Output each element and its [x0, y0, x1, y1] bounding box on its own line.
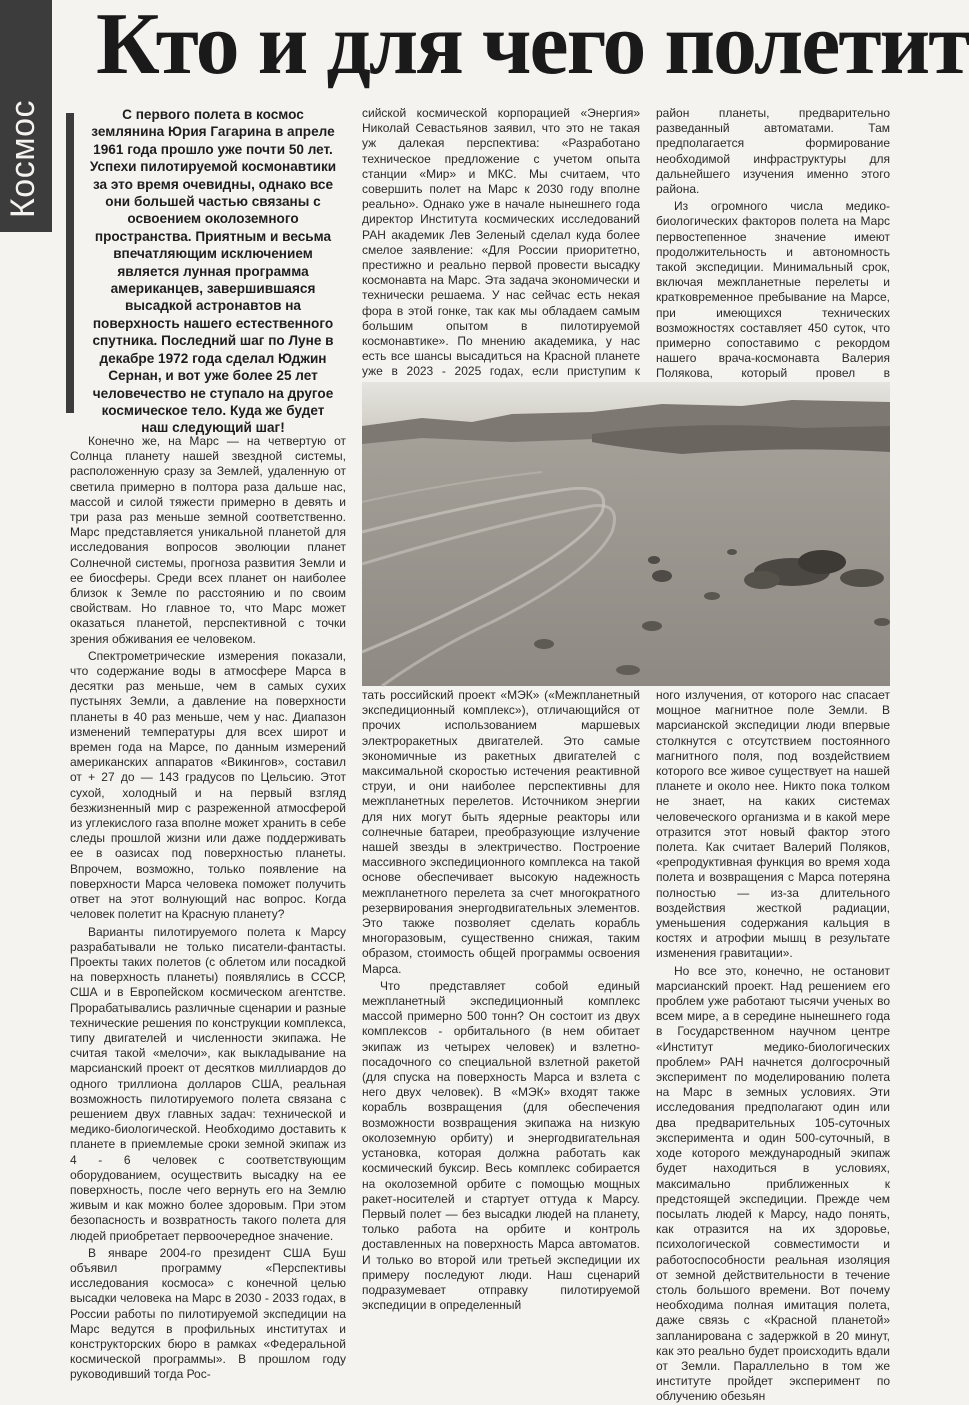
paragraph: Конечно же, на Марс — на четвертую от Солнца планету нашей звездной системы, расположенную сразу за Землей, удаленную от светила примерно в полтора раза дальше нас, массой и силой тяжести примерно в девять и три раза раз меньше земной соответственно. Марс представляется уникальной планетой для исследования вопросов эволюции планет Солнечной системы, прогноза развития Земли и ее биосферы. Среди всех планет он наиболее близок к Земле по расстоянию и по своим свойствам. Но главное то, что Марс может оказаться планетой, перспективной с точки зрения обживания ее человеком. [70, 434, 346, 646]
paragraph: Из огромного числа медико-биологических факторов полета на Марс первостепенное значение имеют продолжительность и автономность такой экспедиции. Минимальный срок, включая межпланетные перелеты и кратковременное пребывание на Марсе, при имеющихся технических возможностях составляет 450 суток, что примерно сопоставимо с рекордом нашего врача-космонавта Валерия Полякова, который провел в [656, 199, 890, 381]
article-column-2-bottom [362, 688, 640, 1313]
lead-paragraph: С первого полета в космос землянина Юрия Гагарина в апреле 1961 года прошло уже почти 50 лет. Успехи пилотируемой космонавтики за это время очевидны, однако все они большей частью связаны с освоением околоземного пространства. Приятным и весьма впечатляющим исключением является лунная программа американцев, завершившаяся высадкой астронавтов на поверхность нашего естественного спутника. Последний шаг по Луне в декабре 1972 года сделал Юджин Сернан, и вот уже более 25 лет человечество не ступало на другое космическое тело. Куда же будет наш следующий шаг! [89, 107, 337, 436]
paragraph: ного излучения, от которого нас спасает мощное магнитное поле Земли. В марсианской экспедиции люди впервые столкнутся с отсутствием постоянного магнитного поля, под воздействием которого все живое существует на нашей планете и около нее. Никто пока толком не знает, на каких системах человеческого организма и в какой мере отразится этот новый фактор этого полета. Как считает Валерий Поляков, «репродуктивная функция во время хода полета и возвращения с Марса потеряна полностью — из-за длительного воздействия жесткой радиации, уменьшения содержания кальция в костях и атрофии мышц в результате изменения гравитации». [656, 688, 890, 961]
section-rubric [0, 0, 52, 232]
headline: Кто и для чего полетит [96, 0, 969, 93]
article-column-2-top [362, 106, 640, 378]
paragraph: Но все это, конечно, не остановит марсианский проект. Над решением его проблем уже работают тысячи ученых во всем мире, а в середине нынешнего года в Государственном научном центре «Институт медико-биологических проблем» РАН начнется долгосрочный эксперимент по моделированию полета на Марс в земных условиях. Эти исследования предполагают один или два предварительных 105-суточных эксперимента и один 500-суточный, в ходе которого международный экипаж будет находиться в условиях, максимально приближенных к предстоящей экспедиции. Прежде чем посылать людей к Марсу, надо понять, как отразится на их здоровье, психологической совместимости и работоспособности реальная изоляция от земной действительности в течение столь большого времени. Вот почему необходима полная имитация полета, даже связь с «Красной планетой» запланирована с задержкой в 20 минут, как это реально будет происходить вдали от Земли. Параллельно в том же институте пройдет эксперимент по облучению обезьян [656, 963, 890, 1404]
article-column-1 [70, 434, 346, 1382]
paragraph: Что представляет собой единый межпланетный экспедиционный комплекс массой примерно 500 тонн? Он состоит из двух комплексов - орбитального (в нем обитает экипаж из четырех человек) и взлетно-посадочного со специальной взлетной ракетой (для спуска на поверхность Марса и взлета с него двух человек). В «МЭК» входят также корабль возвращения (для обеспечения возможности возвращения экипажа на низкую околоземную орбиту) и энергодвигательная установка, которая должна работать как космический буксир. Весь комплекс собирается на околоземной орбите с помощью мощных ракет-носителей и стартует оттуда к Марсу. Первый полет — без высадки людей на планету, только работа на орбите и контроль доставленных на поверхность Марса автоматов. И только во второй или третьей экспедиции их примеру последуют люди. Наш сценарий подразумевает отправку пилотируемой экспедиции в определенный [362, 978, 640, 1313]
lead-rule [66, 113, 74, 413]
paragraph: Варианты пилотируемого полета к Марсу разрабатывали не только писатели-фантасты. Проекты таких полетов (с облетом или посадкой на поверхность планеты) появлялись в СССР, США и в Европейском космическом агентстве. Прорабатывались различные сценарии и разные технические решения по конструкции комплекса, типу двигателей и численности экипажа. Не считая такой «мелочи», как выкладывание на марсианский проект от десятков миллиардов до одного триллиона долларов США, реальная возможность пилотируемого полета связана с решением двух главных задач: технической и медико-биологической. Необходимо доставить к планете в приемлемые сроки земной экипаж из 4 - 6 человек с соответствующим оборудованием, осуществить высадку на ее поверхность, после чего вернуть его на Землю живым и как можно более здоровым. При этом безопасность и возвратность такого полета для людей приобретает первоочередное значение. [70, 924, 346, 1243]
paragraph: сийской космической корпорацией «Энергия» Николай Севастьянов заявил, что это не такая уж далекая перспектива: «Разработано техническое предложение с учетом опыта станции «Мир» и МКС. Мы считаем, что совершить полет на Марс к 2030 году вполне реально». Однако уже в начале нынешнего года директор Института космических исследований РАН академик Лев Зеленый сделал куда более смелое заявление: «Для России приоритетно, престижно и реально первой провести высадку космонавта на Марс. Эта задача экономически и технически решаема. У нас сейчас есть некая фора в этой гонке, так как мы обладаем самым большим опытом в пилотируемой космонавтике». По мнению академика, у нас есть все шансы высадиться на Красной планете уже в 2023 - 2025 годах, если приступим к [362, 106, 640, 379]
mars-surface-photo [362, 382, 890, 686]
section-label: Космос [4, 100, 42, 218]
paragraph: Спектрометрические измерения показали, что содержание воды в атмосфере Марса в десятки раз меньше, чем в самых сухих пустынях Земли, а давление на поверхности планеты в 40 раз меньше, чем у нас. Диапазон изменений температуры для всех широт и времен года на Марсе, по данным измерений американских аппаратов «Викингов», составил от + 27 до — 143 градусов по Цельсию. Этот сухой, холодный и на первый взгляд безжизненный мир с разреженной атмосферой из углекислого газа вполне может хранить в себе следы прошлой жизни или даже поддерживать ее в оазисах под поверхностью планеты. Впрочем, возможно, только появление на поверхности Марса человека поможет получить ответ на этот волнующий нас вопрос. Когда человек полетит на Красную планету? [70, 648, 346, 922]
paragraph: тать российский проект «МЭК» («Межпланетный экспедиционный комплекс»), отличающийся от прочих использованием маршевых электроракетных двигателей. Это самые экономичные из ракетных двигателей с максимальной скоростью истечения реактивной струи, и они наиболее перспективны для межпланетных перелетов. Источником энергии для них могут быть ядерные реакторы или солнечные батареи, преобразующие излучение нашей звезды в электричество. Построение массивного экспедиционного комплекса на такой основе обеспечивает высокую надежность межпланетного перелета за счет многократного резервирования энергодвигательных элементов. Это также позволяет сделать корабль многоразовым, существенно снижая, таким образом, стоимость общей программы освоения Марса. [362, 688, 640, 976]
paragraph: В январе 2004-го президент США Буш объявил программу «Перспективы исследования космоса» с конечной целью высадки человека на Марс в 2030 - 2033 годах, в России работы по пилотируемой экспедиции на Марс ведутся в профильных институтах и конструкторских бюро в рамках «Федеральной космической программы». В прошлом году руководивший тогда Рос- [70, 1245, 346, 1382]
article-column-3-top [656, 106, 890, 381]
article-column-3-bottom [656, 688, 890, 1404]
paragraph: район планеты, предварительно разведанный автоматами. Там предполагается формирование необходимой инфраструктуры для дальнейшего изучения именно этого района. [656, 106, 890, 197]
